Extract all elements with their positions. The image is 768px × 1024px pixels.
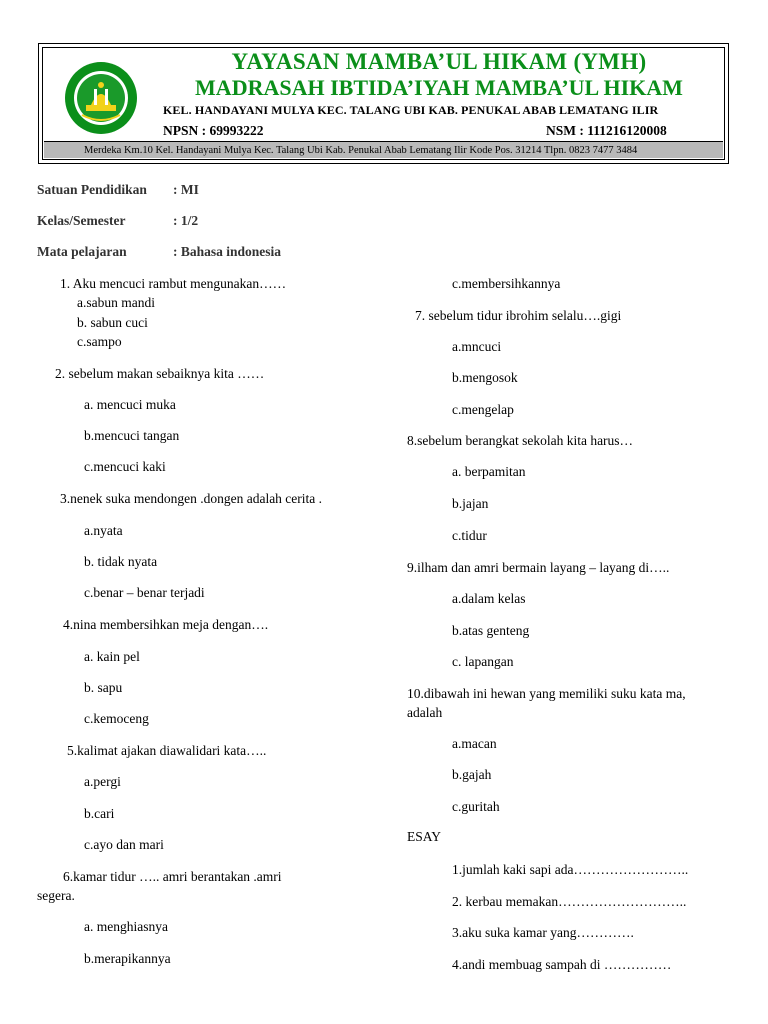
address-bar: Merdeka Km.10 Kel. Handayani Mulya Kec. Talang Ubi Kab. Penukal Abab Lematang Ilir Kode Pos. 31214 Tlpn. 0823 7477 3484	[44, 141, 723, 158]
question: 1. Aku mencuci rambut mengunakan……	[60, 276, 287, 291]
option: a. mencuci muka	[84, 397, 176, 412]
option: c.benar – benar terjadi	[84, 585, 205, 600]
question: 7. sebelum tidur ibrohim selalu….gigi	[415, 308, 622, 323]
info-label: Kelas/Semester	[37, 213, 126, 228]
option: b.mengosok	[452, 370, 518, 385]
info-value: : Bahasa indonesia	[173, 244, 282, 259]
school-title: MADRASAH IBTIDA’IYAH MAMBA’UL HIKAM	[195, 75, 683, 100]
option: a.nyata	[84, 523, 123, 538]
info-value: : MI	[173, 182, 199, 197]
question: 10.dibawah ini hewan yang memiliki suku kata ma,	[407, 686, 686, 701]
option: b. tidak nyata	[84, 554, 158, 569]
option: b.mencuci tangan	[84, 428, 180, 443]
option: c.tidur	[452, 528, 487, 543]
question: 4.nina membersihkan meja dengan….	[63, 617, 269, 632]
option: c.ayo dan mari	[84, 837, 164, 852]
question: 9.ilham dan amri bermain layang – layang di…..	[407, 560, 670, 575]
location-line: KEL. HANDAYANI MULYA KEC. TALANG UBI KAB. PENUKAL ABAB LEMATANG ILIR	[163, 103, 659, 117]
question: 2. sebelum makan sebaiknya kita ……	[55, 366, 265, 381]
option: a. berpamitan	[452, 464, 526, 479]
option: b.gajah	[452, 767, 492, 782]
npsn-label: NPSN : 69993222	[163, 123, 264, 138]
option: c.mengelap	[452, 402, 514, 417]
question: 8.sebelum berangkat sekolah kita harus…	[407, 433, 634, 448]
question: 3.nenek suka mendongen .dongen adalah cerita .	[60, 491, 323, 506]
option: c.mencuci kaki	[84, 459, 166, 474]
option: b.cari	[84, 806, 115, 821]
question-continued: adalah	[407, 705, 443, 720]
info-label: Mata pelajaran	[37, 244, 127, 259]
question: 6.kamar tidur ….. amri berantakan .amri	[63, 869, 282, 884]
option: b. sapu	[84, 680, 123, 695]
option: a.mncuci	[452, 339, 502, 354]
option: c.kemoceng	[84, 711, 149, 726]
option: a. menghiasnya	[84, 919, 168, 934]
option: a.sabun mandi	[77, 295, 155, 310]
question-continued: segera.	[37, 888, 75, 903]
option: c.membersihkannya	[452, 276, 561, 291]
option: a. kain pel	[84, 649, 140, 664]
option: b.merapikannya	[84, 951, 171, 966]
foundation-title: YAYASAN MAMBA’UL HIKAM (YMH)	[231, 49, 647, 74]
essay-question: 3.aku suka kamar yang………….	[452, 925, 634, 940]
essay-question: 2. kerbau memakan………………………..	[452, 894, 687, 909]
essay-heading: ESAY	[407, 829, 442, 844]
essay-question: 4.andi membuag sampah di ……………	[452, 957, 672, 972]
essay-question: 1.jumlah kaki sapi ada……………………..	[452, 862, 689, 877]
option: c.sampo	[77, 334, 122, 349]
option: c. lapangan	[452, 654, 514, 669]
option: a.macan	[452, 736, 497, 751]
option: a.dalam kelas	[452, 591, 526, 606]
option: b.atas genteng	[452, 623, 530, 638]
option: a.pergi	[84, 774, 121, 789]
option: b. sabun cuci	[77, 315, 148, 330]
question: 5.kalimat ajakan diawalidari kata…..	[67, 743, 267, 758]
nsm-label: NSM : 111216120008	[546, 123, 667, 138]
info-label: Satuan Pendidikan	[37, 182, 147, 197]
info-value: : 1/2	[173, 213, 199, 228]
option: c.guritah	[452, 799, 500, 814]
option: b.jajan	[452, 496, 489, 511]
